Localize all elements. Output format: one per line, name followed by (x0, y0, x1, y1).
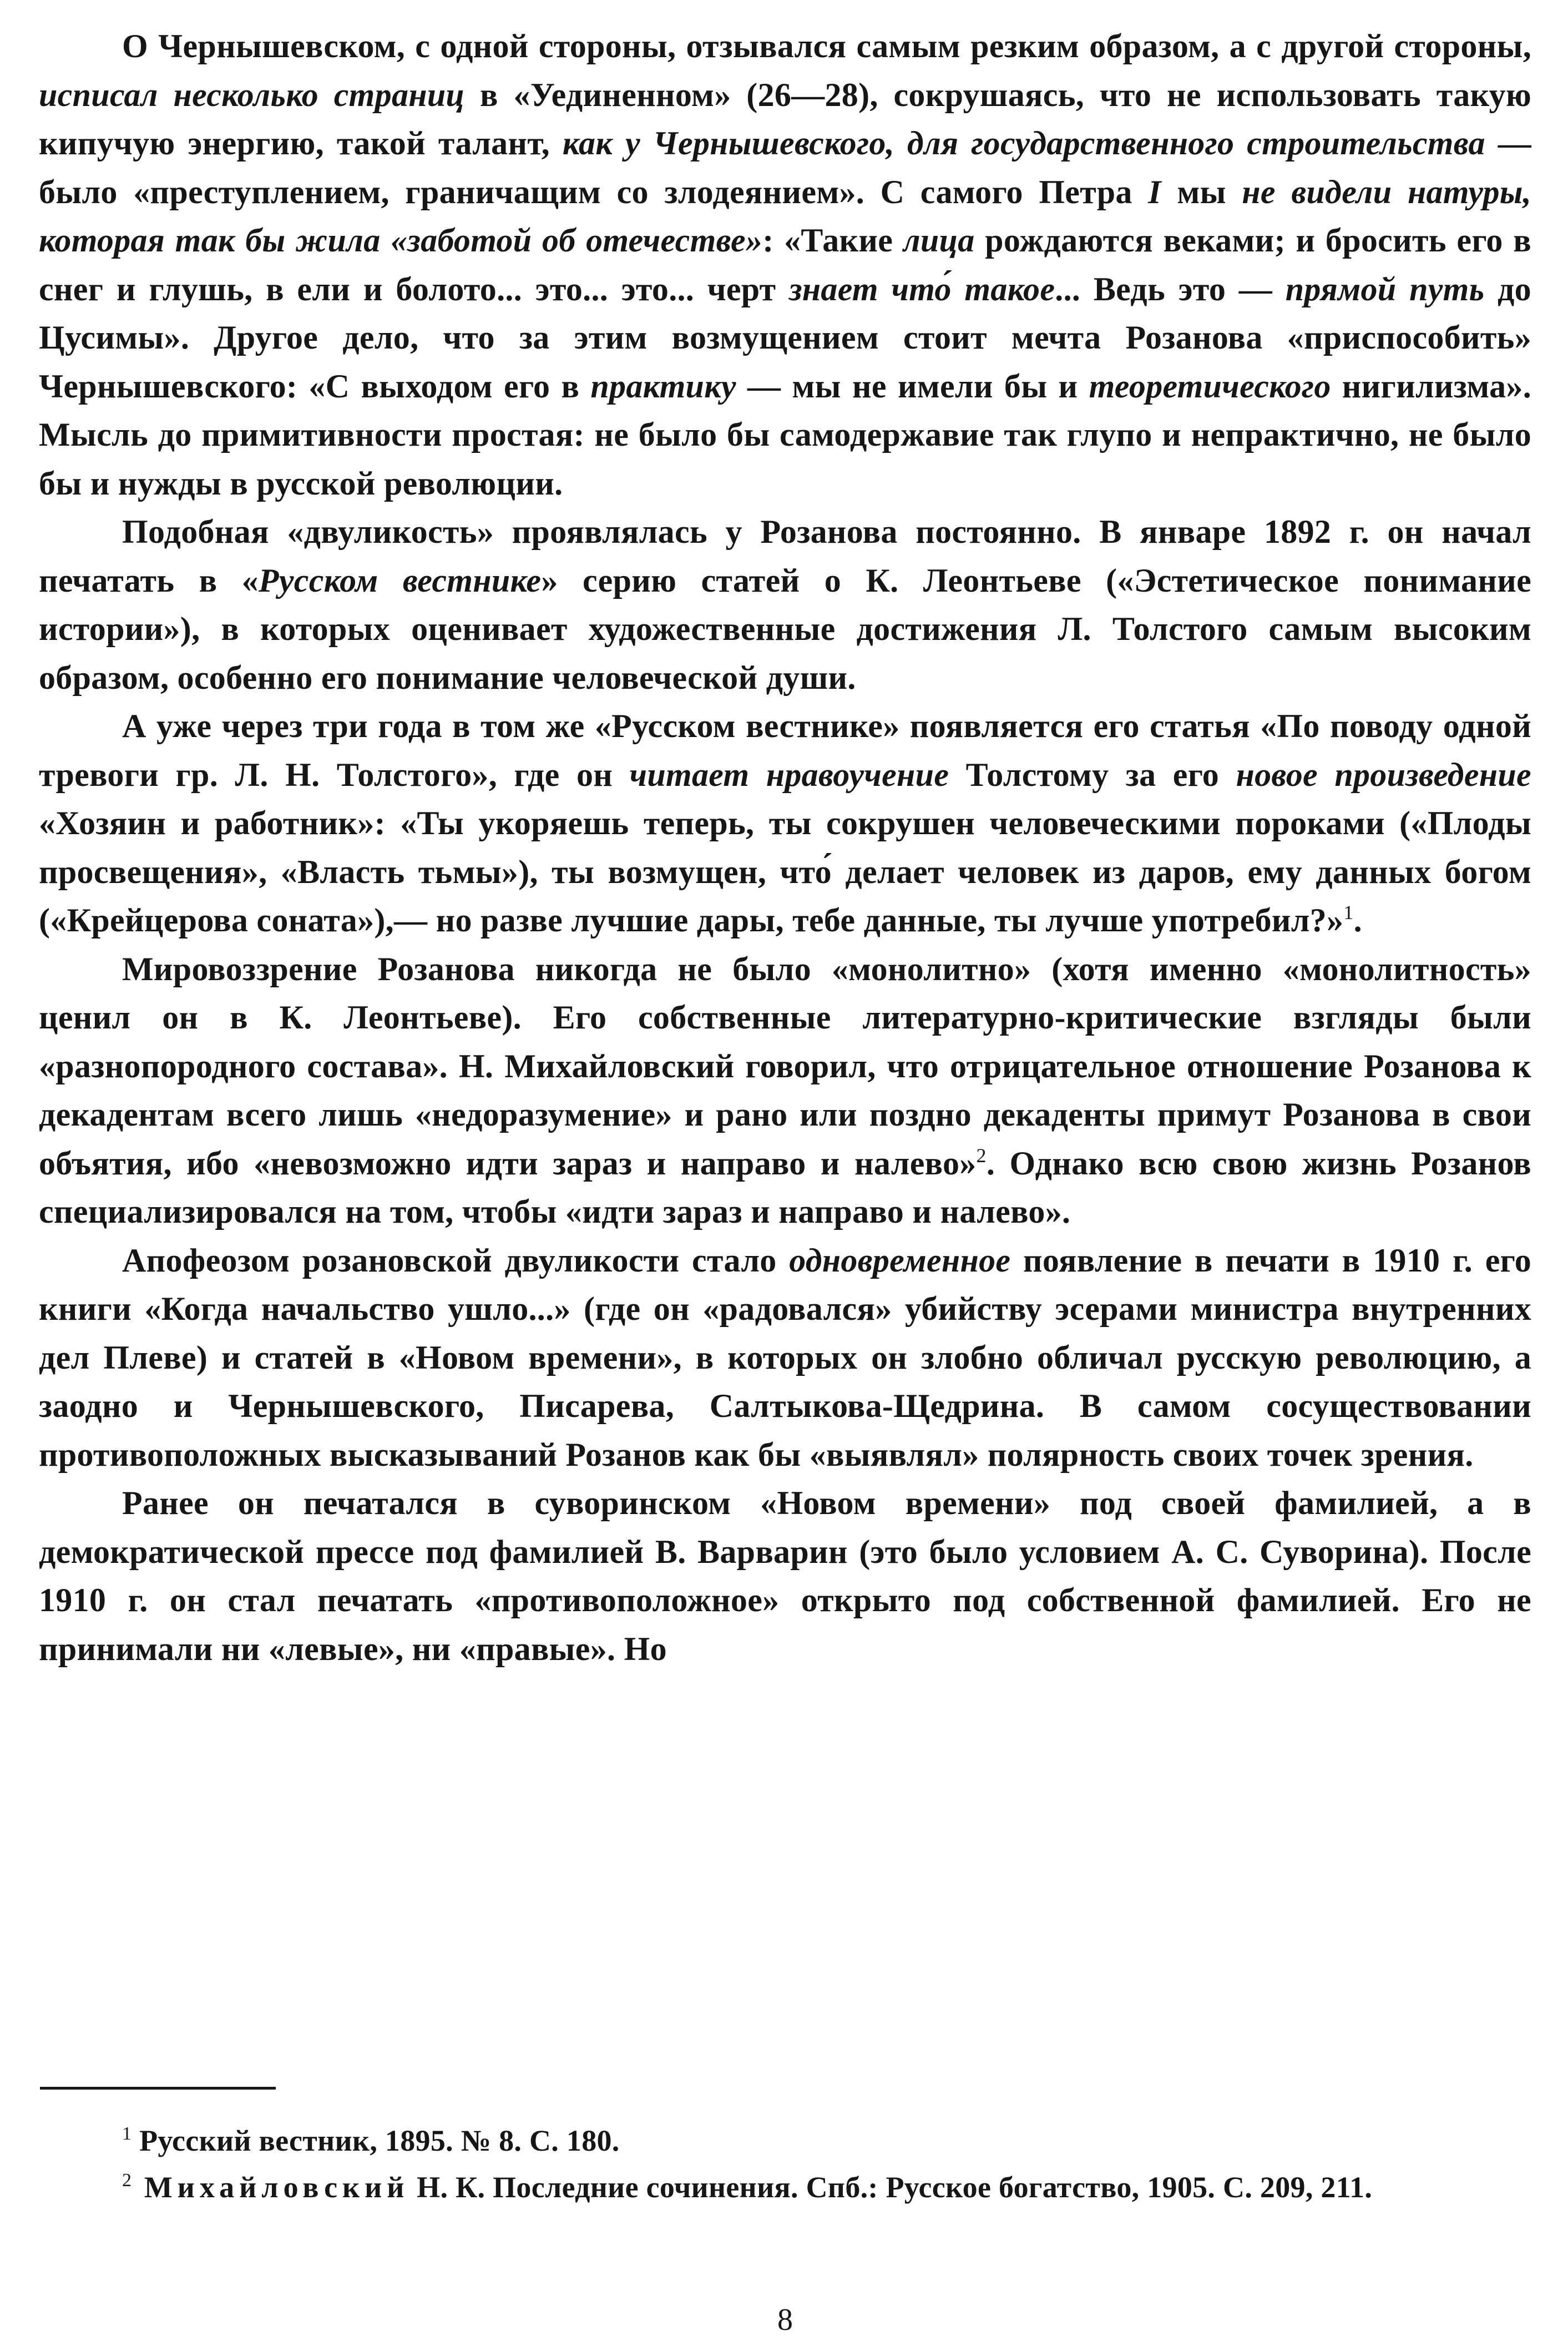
document-page (39, 22, 1532, 2337)
text-run: до Цусимы». Другое дело, что за этим возмущением стоит мечта Розанова «приспособить» Чернышевского: «С выходом его в (39, 270, 1531, 405)
text-run: появление в печати в 1910 г. его книги «Когда начальство ушло...» (где он «радовался» убийству эсерами министра внутренних дел Плеве) и статей в «Новом времени», в которых он злобно обличал русскую революцию, а заодно и Чернышевского, Писарева, Салтыкова-Щедрина. В самом сосуществовании противоположных высказываний Розанов как бы «выявлял» полярность своих точек зрения. (39, 1242, 1531, 1473)
text-run: нигилизма». Мысль до примитивности простая: не было бы самодержавие так глупо и непрактично, не было бы и нужды в русской революции. (39, 367, 1532, 502)
footnote-separator (40, 2087, 276, 2090)
text-run: . (1353, 902, 1362, 939)
paragraph (39, 945, 1531, 1237)
text-run: рождаются веками; и бросить его в снег и глушь, в ели и болото... это... это... черт (39, 222, 1531, 307)
text-run: А уже через три года в том же «Русском вестнике» появляется его статья «По поводу одной тревоги гр. Л. Н. Толстого», где он (39, 708, 1531, 793)
text-run: Русский вестник, 1895. № 8. С. 180. (131, 2124, 620, 2157)
paragraph (39, 508, 1531, 702)
text-run: в «Уединенном» (26—28), сокрушаясь, что не использовать такую кипучую энергию, такой талант, (39, 76, 1531, 162)
footnote-marker: 1 (122, 2123, 132, 2144)
italic-text: практику (590, 367, 736, 405)
text-run: ... Ведь это — (1055, 270, 1286, 307)
italic-text: прямой путь (1285, 270, 1485, 307)
italic-text: читает нравоучение (629, 756, 949, 793)
italic-text: лица (903, 222, 975, 259)
page-number: 8 (777, 2303, 793, 2337)
footnote-marker: 2 (122, 2170, 132, 2191)
footnote (39, 2164, 1531, 2211)
italic-text: исписал несколько страниц (39, 76, 465, 113)
paragraph (39, 1237, 1531, 1480)
text-run: : «Такие (762, 222, 903, 259)
italic-text: Русском вестнике (258, 562, 542, 599)
text-run: Н. К. Последние сочинения. Спб.: Русское богатство, 1905. С. 209, 211. (409, 2171, 1373, 2204)
italic-text: не видели натуры, которая так бы жила «заботой об отечестве» (39, 173, 1531, 259)
italic-text: I (1148, 173, 1161, 210)
text-run: Апофеозом розановской двуликости стало (122, 1242, 790, 1279)
text-run: » серию статей о К. Леонтьеве («Эстетическое понимание истории»), в которых оценивает художественные достижения Л. Толстого самым высоким образом, особенно его понимание человеческой души. (39, 562, 1531, 696)
footnote-marker: 2 (976, 1144, 987, 1167)
italic-text: теоретического (1089, 367, 1331, 405)
author-name: Михайловский (131, 2171, 409, 2204)
text-run: — мы не имели бы и (736, 367, 1089, 405)
footnotes (39, 2117, 1531, 2211)
footnote-marker: 1 (1343, 901, 1354, 924)
text-run: О Чернышевском, с одной стороны, отзывался самым резким образом, а с другой стороны, (122, 28, 1531, 64)
text-run: Мировоззрение Розанова никогда не было «монолитно» (хотя именно «монолитность» ценил он в К. Леонтьеве). Его собственные литературно-критические взгляды были «разнопородного состава». Н. Михайловский говорил, что отрицательное отношение Розанова к декадентам всего лишь «недоразумение» и рано или поздно декаденты примут Розанова в свои объятия, ибо «невозможно идти зараз и направо и налево» (39, 950, 1531, 1182)
italic-text: знает что́ такое (789, 270, 1055, 307)
text-run: мы (1161, 173, 1242, 210)
italic-text: одновременное (789, 1242, 1011, 1279)
body-text (39, 22, 1531, 1673)
paragraph (39, 1479, 1531, 1673)
footnote (39, 2117, 1531, 2164)
paragraph (39, 22, 1531, 508)
text-run: — было «преступлением, граничащим со злодеянием». С самого Петра (39, 125, 1531, 210)
text-run: . Однако всю свою жизнь Розанов специализировался на том, чтобы «идти зараз и направо и налево». (39, 1144, 1531, 1230)
text-run: Подобная «двуликость» проявлялась у Розанова постоянно. В январе 1892 г. он начал печатать в « (39, 513, 1531, 599)
italic-text: как у Чернышевского, для государственного строительства (562, 125, 1485, 162)
text-run: Толстому за его (949, 756, 1236, 793)
text-run: Ранее он печатался в суворинском «Новом времени» под своей фамилией, а в демократической прессе под фамилией В. Варварин (это было условием А. С. Суворина). После 1910 г. он стал печатать «противоположное» открыто под собственной фамилией. Его не принимали ни «левые», ни «правые». Но (39, 1485, 1531, 1667)
paragraph (39, 702, 1531, 945)
italic-text: новое произведение (1236, 756, 1531, 793)
text-run: «Хозяин и работник»: «Ты укоряешь теперь, ты сокрушен человеческими пороками («Плоды просвещения», «Власть тьмы»), ты возмущен, что́ делает человек из даров, ему данных богом («Крейцерова соната»),— но разве лучшие дары, тебе данные, ты лучше употребил?» (39, 805, 1531, 939)
